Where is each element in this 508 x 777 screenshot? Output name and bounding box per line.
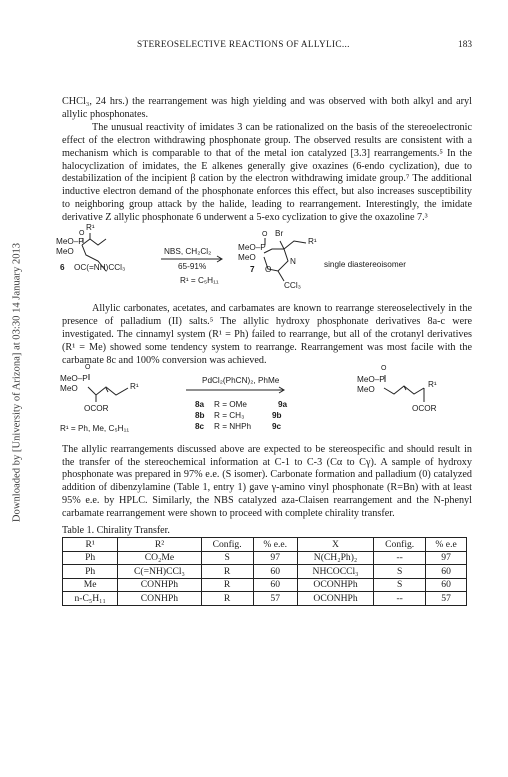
scheme-2-r1-label: R¹ — [130, 381, 139, 391]
scheme-2-oxygen-label: O — [85, 363, 91, 371]
running-header — [62, 40, 472, 56]
table-cell: OCONHPh — [297, 578, 373, 592]
running-title: STEREOSELECTIVE REACTIONS OF ALLYLIC... — [137, 40, 350, 50]
paragraph-4: The allylic rearrangements discussed above are expected to be stereospecific and should result in the transfer of the stereochemical information at C-1 to C-3 (Cα to Cγ). A sample of hydroxy phosphonate was prepared in 97% e.e. (S isomer). Carbonate formation and palladium (0) catalyzed addition of dibenzylamine (Table 1, entry 1) gave γ-amino vinyl phosphonate (R=Bn) with at least 95% e.e. by HPLC. Similarly, the NBS catalyzed aza-Claisen rearrangement and the N-phenyl carbamate rearrangement were shown to proceed with complete chirality transfer. — [62, 443, 472, 520]
table-cell: 60 — [253, 578, 297, 592]
header-config: Config. — [201, 538, 253, 552]
table-cell: S — [201, 551, 253, 565]
scheme-2-ocor-label: OCOR — [84, 403, 109, 413]
paragraph-2: The unusual reactivity of imidates 3 can be rationalized on the basis of the stereoelectronic effect of the electron withdrawing phosphonate group. The observed results are consistent with a mechanism which is comparable to that of the metal ion catalyzed [3.3] rearrangements.⁵ In the halocyclization of imidates, the E alkenes generally give oxazines (6-endo cyclization), due to destabilization of the incipient β cation by the electron withdrawing imidate group.⁷ The additional inductive electron demand of the phosphonate enforces this effect, but also increases susceptibility to neighboring group attack by the halide, leading to rearrangement. Interestingly, the imidate derivative Z allylic phosphonate 6 underwent a 5-exo cyclization to give the oxazoline 7.³ — [62, 121, 472, 224]
table-cell: Ph — [63, 551, 118, 565]
compound-8a-r-group: R = OMe — [214, 399, 247, 409]
scheme-1-product-meo-label: MeO — [238, 253, 256, 263]
compound-8b-label: 8b — [195, 410, 205, 420]
compound-9a-label: 9a — [278, 399, 288, 409]
compound-9b-label: 9b — [272, 410, 282, 420]
scheme-1-r1-definition: R¹ = C₅H₁₁ — [180, 276, 219, 286]
table-row — [63, 551, 467, 565]
header-ee-product: % e.e — [426, 538, 467, 552]
table-cell: S — [374, 565, 426, 579]
table-cell: OCONHPh — [297, 592, 373, 606]
bromine-label: Br — [275, 229, 284, 239]
compound-8c-r-group: R = NHPh — [214, 421, 252, 431]
scheme-1-r1-label: R¹ — [86, 223, 95, 233]
compound-7-label: 7 — [250, 265, 255, 275]
reaction-scheme-1 — [56, 223, 472, 303]
compound-9c-label: 9c — [272, 421, 282, 431]
table-cell: -- — [374, 551, 426, 565]
table-cell: 57 — [253, 592, 297, 606]
table-cell: 97 — [426, 551, 467, 565]
diastereomer-note: single diastereoisomer — [324, 260, 406, 270]
ring-oxygen-label: O — [265, 265, 272, 275]
header-r2: R² — [118, 538, 201, 552]
table-cell: R — [201, 592, 253, 606]
header-x: X — [297, 538, 373, 552]
scheme-2-meo-label: MeO — [60, 383, 78, 393]
table-cell: NHCOCCl₃ — [297, 565, 373, 579]
table-row — [63, 592, 467, 606]
header-r1: R¹ — [63, 538, 118, 552]
scheme-2-r1-definition: R¹ = Ph, Me, C₅H₁₁ — [60, 423, 130, 433]
table-row — [63, 578, 467, 592]
scheme-1-meo-p-label: MeO–P — [56, 237, 84, 247]
table-cell: 57 — [426, 592, 467, 606]
table-cell: 60 — [426, 578, 467, 592]
imidate-group-label: OC(=NH)CCl₃ — [74, 263, 126, 273]
chirality-transfer-table — [62, 537, 467, 606]
scheme-1-oxygen-label: O — [79, 230, 85, 238]
side-watermark: Downloaded by [University of Arizona] at 03:30 14 January 2013 — [11, 242, 23, 523]
header-ee: % e.e. — [253, 538, 297, 552]
page-number: 183 — [458, 40, 472, 50]
compound-8c-label: 8c — [195, 421, 205, 431]
table-cell: 97 — [253, 551, 297, 565]
scheme-1-meo-label: MeO — [56, 247, 74, 257]
scheme-1-product-oxygen-label: O — [262, 231, 268, 239]
table-cell: 60 — [426, 565, 467, 579]
table-cell: -- — [374, 592, 426, 606]
table-cell: n-C₅H₁₁ — [63, 592, 118, 606]
scheme-2-product-meo-label: MeO — [357, 384, 375, 394]
scheme-2-product-ocor-label: OCOR — [412, 403, 437, 413]
trichloromethyl-label: CCl₃ — [284, 281, 301, 291]
header-config-product: Config. — [374, 538, 426, 552]
paragraph-1: CHCl₃, 24 hrs.) the rearrangement was high yielding and was observed with both alkyl and aryl allylic phosphonates. — [62, 96, 472, 120]
nitrogen-label: N — [290, 257, 296, 267]
table-header-row — [63, 538, 467, 552]
table-cell: CO₂Me — [118, 551, 201, 565]
scheme-1-product-meo-p-label: MeO–P — [238, 243, 266, 253]
scheme-2-product-r1-label: R¹ — [428, 379, 437, 389]
scheme-2-reagent: PdCl₂(PhCN)₂, PhMe — [202, 375, 280, 385]
compound-6-label: 6 — [60, 263, 65, 273]
scheme-2-product-oxygen-label: O — [381, 364, 387, 372]
table-cell: R — [201, 565, 253, 579]
table-cell: Me — [63, 578, 118, 592]
scheme-1-product-r1-label: R¹ — [308, 237, 317, 247]
table-cell: S — [374, 578, 426, 592]
table-cell: CONHPh — [118, 578, 201, 592]
scheme-2-meo-p-label: MeO–P — [60, 373, 88, 383]
reaction-scheme-2 — [60, 363, 472, 444]
table-cell: Ph — [63, 565, 118, 579]
paragraph-3: Allylic carbonates, acetates, and carbamates are known to rearrange stereoselectively in the presence of palladium (II) salts.⁵ The allylic hydroxy phosphonate derivatives 8a-c were investigated. The cinnamyl system (R¹ = Ph) failed to rearrange, but all of the crotanyl derivatives (R¹ = Me) showed some tendency system to rearrange. Rearrangement was most facile with the carbamate 8c and 100% conversion was achieved. — [62, 303, 472, 366]
table-cell: C(=NH)CCl₃ — [118, 565, 201, 579]
scheme-1-yield: 65-91% — [178, 262, 207, 272]
table-caption: Table 1. Chirality Transfer. — [62, 525, 170, 537]
scheme-2-product-meo-p-label: MeO–P — [357, 374, 385, 384]
table-cell: 60 — [253, 565, 297, 579]
compound-8a-label: 8a — [195, 399, 205, 409]
journal-page — [56, 40, 472, 606]
table-cell: CONHPh — [118, 592, 201, 606]
compound-8b-r-group: R = CH₃ — [214, 410, 245, 420]
table-cell: R — [201, 578, 253, 592]
table-cell: N(CH₂Ph)₂ — [297, 551, 373, 565]
table-row — [63, 565, 467, 579]
scheme-1-reagent: NBS, CH₂Cl₂ — [164, 247, 212, 257]
